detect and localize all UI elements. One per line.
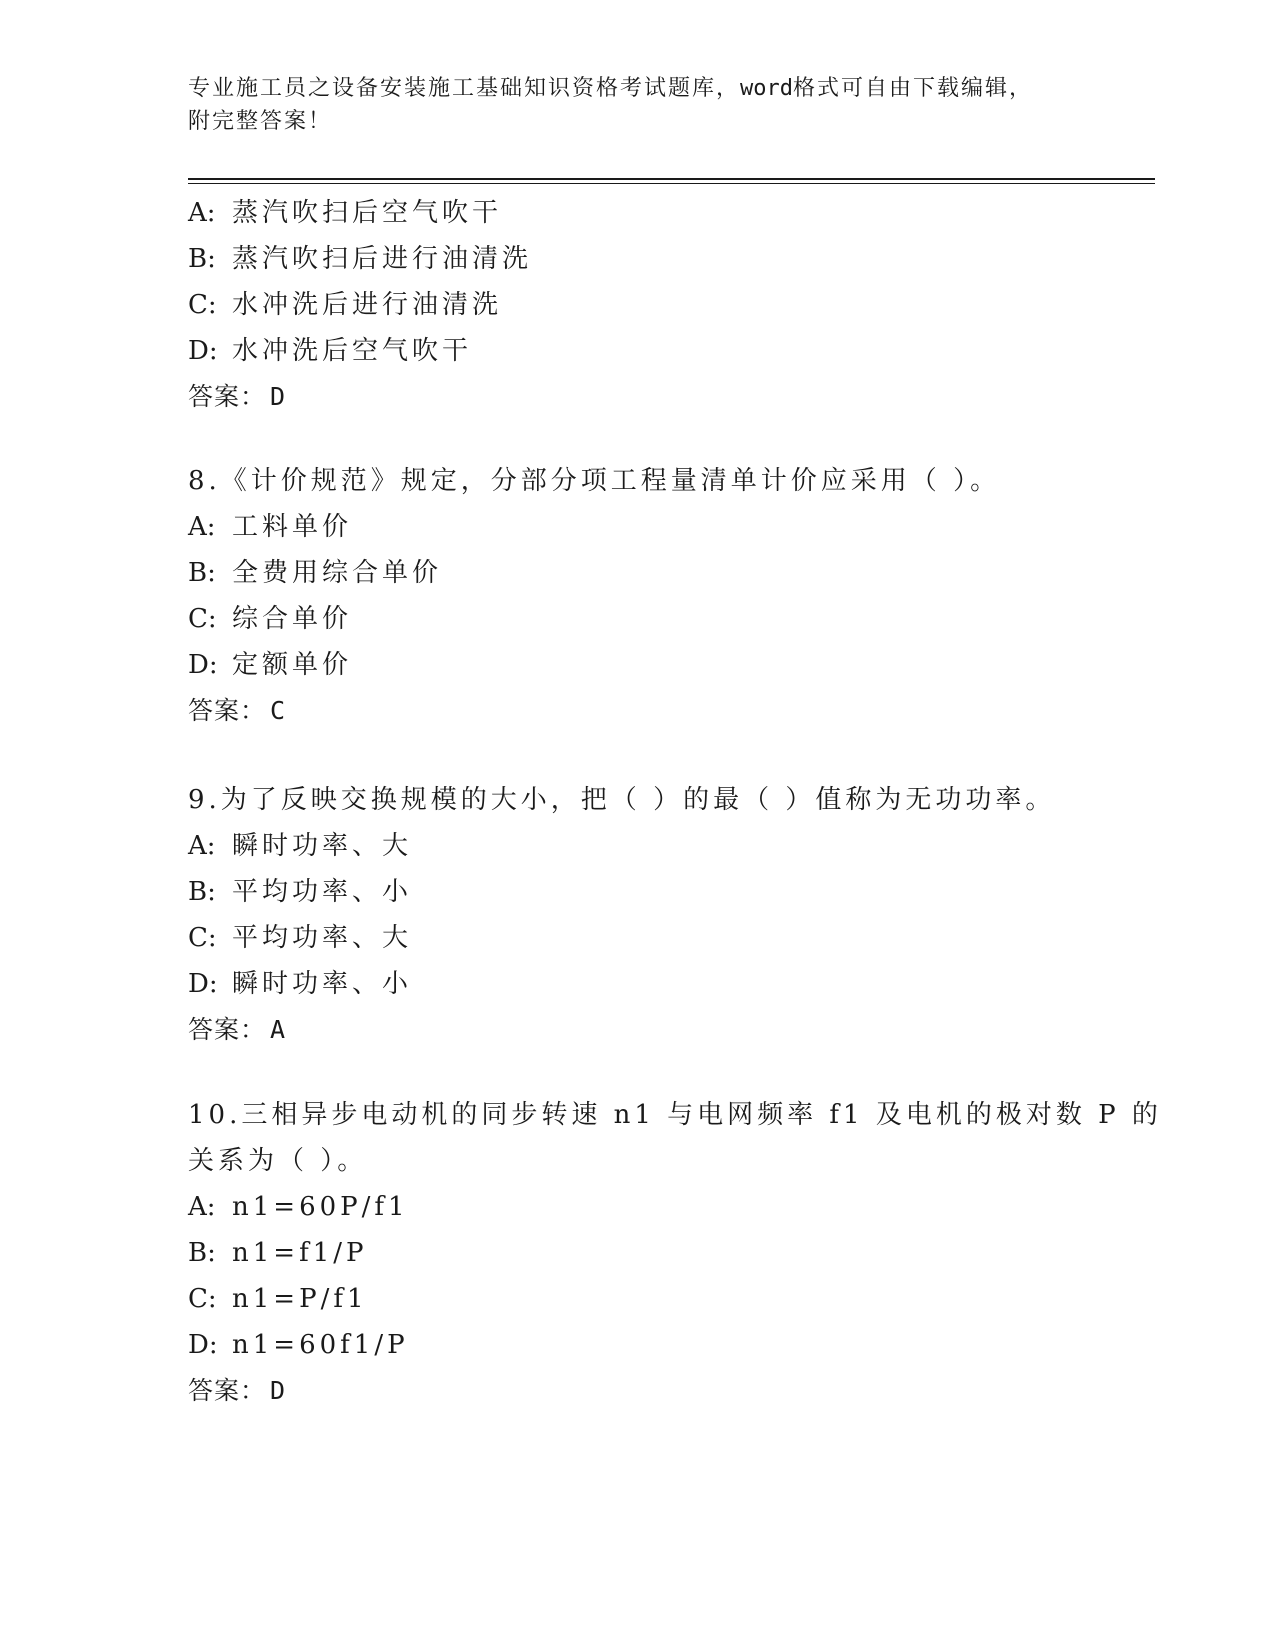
option-d: D: 定额单价	[188, 650, 353, 680]
document-header	[188, 72, 1088, 138]
option-a: A: 工料单价	[188, 512, 353, 542]
answer-value: C	[270, 696, 287, 725]
header-rule-thick	[188, 178, 1155, 180]
option-d: D: 水冲洗后空气吹干	[188, 336, 473, 366]
question-stem-line-1: 10.三相异步电动机的同步转速 n1 与电网频率 f1 及电机的极对数 P 的	[188, 1100, 1162, 1130]
option-d: D: n1=60f1/P	[188, 1330, 409, 1360]
option-c: C: n1=P/f1	[188, 1284, 368, 1314]
header-rule-thin	[188, 183, 1155, 184]
answer-line: 答案： D	[188, 1376, 287, 1405]
header-text: 专业施工员之设备安装施工基础知识资格考试题库，	[188, 76, 741, 101]
answer-value: D	[270, 382, 287, 411]
option-c: C: 平均功率、大	[188, 923, 413, 953]
question-block-10	[188, 1092, 1162, 1414]
option-b: B: 全费用综合单价	[188, 558, 443, 588]
question-stem-line-2: 关系为（ ）。	[188, 1146, 368, 1176]
answer-line: 答案： C	[188, 696, 287, 725]
option-c: C: 综合单价	[188, 604, 353, 634]
question-block-7	[188, 190, 1088, 420]
header-word-format: word	[740, 76, 793, 101]
option-b: B: 蒸汽吹扫后进行油清洗	[188, 244, 533, 274]
question-stem: 8.《计价规范》规定，分部分项工程量清单计价应采用（ ）。	[188, 466, 1001, 496]
option-d: D: 瞬时功率、小	[188, 969, 413, 999]
header-line-1	[188, 72, 1088, 105]
answer-value: D	[270, 1376, 287, 1405]
header-text-tail: 格式可自由下载编辑，	[793, 76, 1034, 101]
option-a: A: n1=60P/f1	[188, 1192, 409, 1222]
answer-value: A	[270, 1015, 287, 1044]
option-a: A: 蒸汽吹扫后空气吹干	[188, 198, 503, 228]
option-c: C: 水冲洗后进行油清洗	[188, 290, 503, 320]
answer-line: 答案： A	[188, 1015, 287, 1044]
question-block-9	[188, 777, 1088, 1053]
header-line-2: 附完整答案！	[188, 109, 333, 134]
option-a: A: 瞬时功率、大	[188, 831, 413, 861]
answer-line: 答案： D	[188, 382, 287, 411]
option-b: B: 平均功率、小	[188, 877, 413, 907]
question-stem: 9.为了反映交换规模的大小，把（ ）的最（ ）值称为无功功率。	[188, 785, 1056, 815]
question-block-8	[188, 458, 1088, 734]
option-b: B: n1=f1/P	[188, 1238, 368, 1268]
